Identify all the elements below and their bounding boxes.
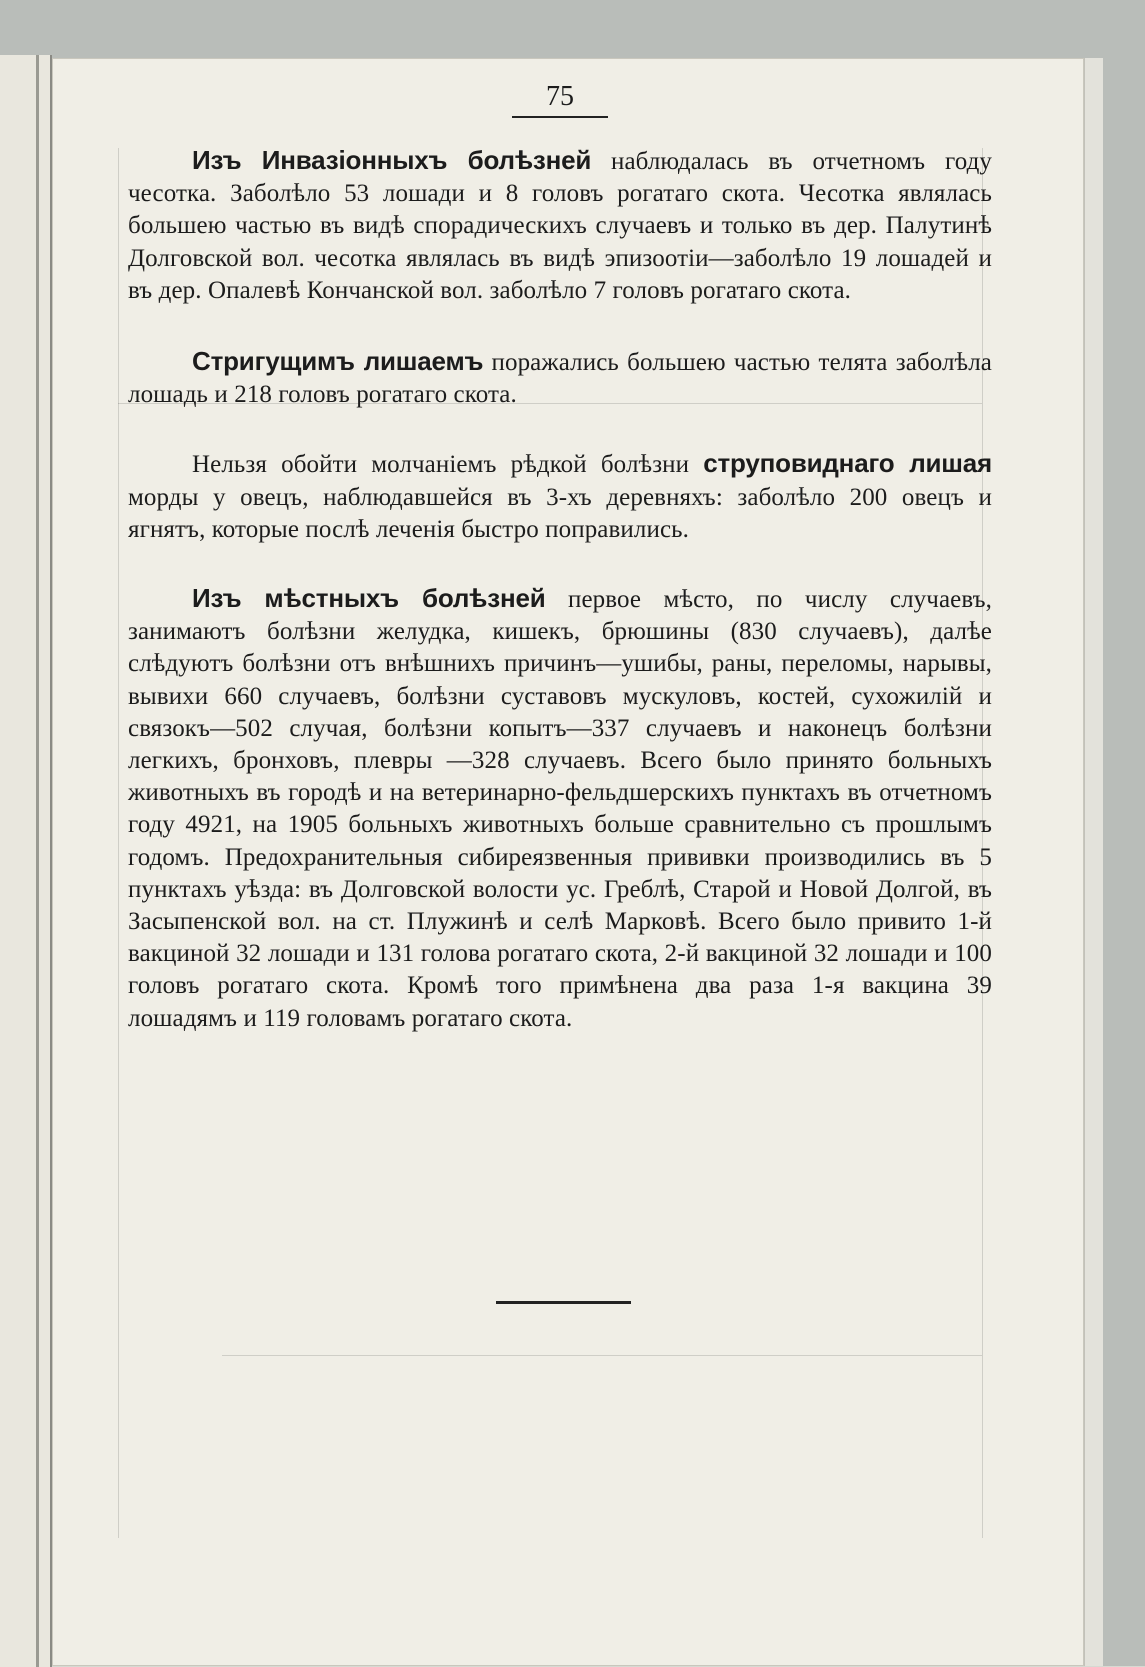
left-page-edge (0, 55, 52, 1667)
page-number-rule (512, 116, 608, 118)
paragraph-text: морды у овецъ, наблюдавшейся въ 3-хъ деревняхъ: заболѣло 200 овецъ и ягнятъ, которые послѣ леченія быстро поправились. (128, 483, 992, 543)
paragraph-local-diseases (128, 582, 992, 1035)
heading-local-diseases: Изъ мѣстныхъ болѣзней (192, 583, 546, 614)
paragraph-text: Нельзя обойти молчаніемъ рѣдкой болѣзни (192, 451, 704, 479)
page-number: 75 (546, 81, 574, 112)
paragraph-text: первое мѣсто, по числу случаевъ, занимаютъ болѣзни желудка, кишекъ, брюшины (830 случаевъ), далѣе слѣдуютъ болѣзни отъ внѣшнихъ причинъ—ушибы, раны, переломы, нарывы, вывихи 660 случаевъ, болѣзни суставовъ мускуловъ, костей, сухожилій и связокъ—502 случая, болѣзни копытъ—337 случаевъ и наконецъ болѣзни легкихъ, бронховъ, плевры —328 случаевъ. Всего было принято больныхъ животныхъ въ городѣ и на ветеринарно-фельдшерскихъ пунктахъ въ отчетномъ году 4921, на 1905 больныхъ животныхъ больше сравнительно съ прошлымъ годомъ. Предохранительныя сибиреязвенныя прививки производились въ 5 пунктахъ уѣзда: въ Долговской волости ус. Греблѣ, Старой и Новой Долгой, въ Засыпенской вол. на ст. Плужинѣ и селѣ Марковѣ. Всего было привито 1-й вакциной 32 лошади и 131 голова рогатаго скота, 2-й вакциной 32 лошади и 100 головъ рогатаго скота. Кромѣ того примѣнена два раза 1-я вакцина 39 лошадямъ и 119 головамъ рогатаго скота. (128, 586, 992, 1032)
heading-invasive-diseases: Изъ Инвазіонныхъ болѣзней (192, 145, 592, 175)
paragraph-ringworm (128, 345, 992, 411)
paragraph-scab-lichen (128, 447, 992, 546)
show-through-line (118, 148, 119, 1538)
paragraph-text: поражались большею частью телята заболѣла лошадь и 218 головъ рогатаго скота. (128, 349, 992, 409)
left-page-binding (36, 55, 39, 1667)
heading-scab-lichen: струповиднаго лишая (703, 448, 992, 479)
section-end-rule (496, 1301, 631, 1304)
page-content (128, 80, 992, 1035)
page-right-edge (1084, 58, 1103, 1666)
heading-ringworm: Стригущимъ лишаемъ (192, 346, 484, 377)
show-through-line (222, 1355, 982, 1356)
paragraph-text: наблюдалась въ отчетномъ году чесотка. Заболѣло 53 лошади и 8 головъ рогатаго скота. Чесотка являлась большею частью въ видѣ спорадическихъ случаевъ и только въ дер. Палутинѣ Долговской вол. чесотка являлась въ видѣ эпизоотіи—заболѣло 19 лошадей и въ дер. Опалевѣ Кончанской вол. заболѣло 7 головъ рогатаго скота. (128, 148, 993, 304)
paragraph-invasive-diseases (128, 144, 992, 307)
